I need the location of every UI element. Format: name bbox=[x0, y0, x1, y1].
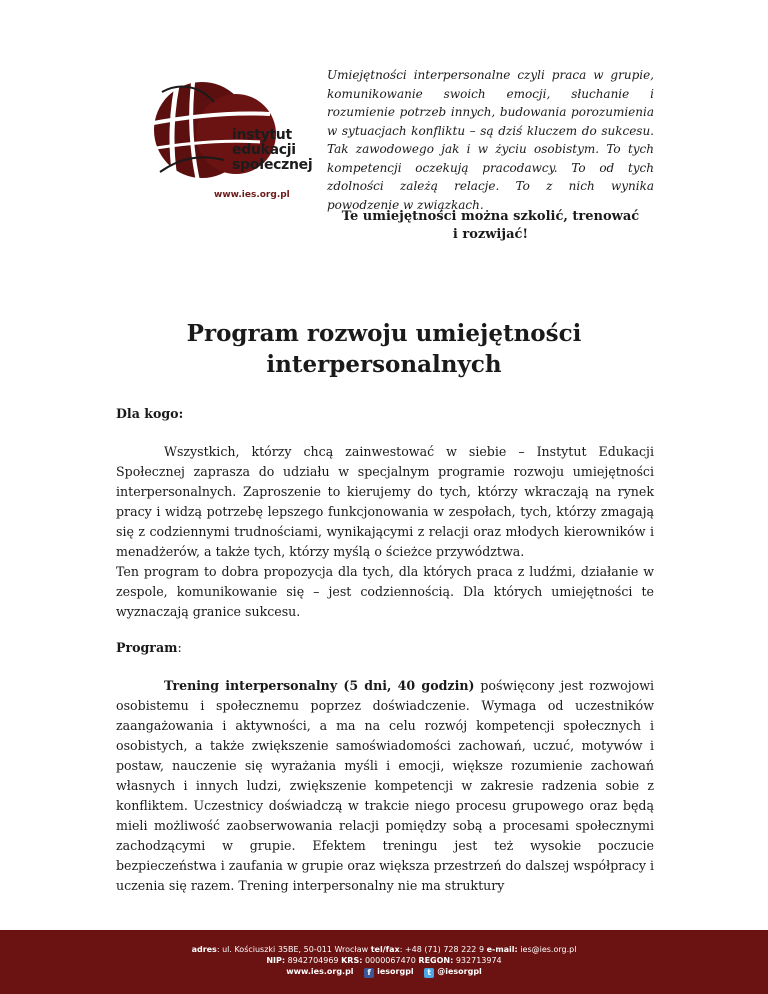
title-line-2: interpersonalnych bbox=[266, 351, 502, 378]
logo-line-1: instytut bbox=[232, 127, 292, 143]
intro-highlight-line-1: Te umiejętności można szkolić, trenować bbox=[341, 209, 640, 224]
krs-value: 0000067470 bbox=[362, 956, 416, 965]
logo-line-3: społecznej bbox=[232, 157, 313, 173]
section-program-label bbox=[116, 638, 654, 658]
krs-label: KRS: bbox=[341, 956, 363, 965]
training-description: poświęcony jest rozwojowi osobistemu i społecznemu poprzez doświadczenie. Wymaga od uczestników zaangażowania i aktywności, a ma na celu rozwój kompetencji społecznych i osobistych, a także zwiększenie samoświadomości zachowań, uczuć, motywów i postaw, nauczenie się wyrażania myśli i emocji, większe rozumienie zachowań własnych i innych ludzi, zwiększenie kompetencji w zakresie radzenia sobie z konfliktem. Uczestnicy doświadczą w trakcie niego procesu grupowego oraz będą mieli możliwość zaobserwowania relacji pomiędzy sobą a procesami społecznymi zachodzącymi w grupie. Efektem treningu jest też wysokie poczucie bezpieczeństwa i zaufania w grupie oraz większa przestrzeń do dalszej współpracy i uczenia się razem. Trening interpersonalny nie ma struktury bbox=[116, 678, 655, 893]
section-who-paragraph-1: Wszystkich, którzy chcą zainwestować w siebie – Instytut Edukacji Społecznej zaprasza do udziału w specjalnym programie rozwoju umiejętności interpersonalnych. Zaproszenie to kierujemy do tych, którzy wkraczają na rynek pracy i widzą potrzebę lepszego funkcjonowania w zespołach, tych, którzy zmagają się z codziennymi trudnościami, wynikającymi z relacji oraz młodych kierowników i menadżerów, a także tych, którzy myślą o ścieżce przywództwa. bbox=[116, 444, 654, 559]
section-who-paragraph-2: Ten program to dobra propozycja dla tych, dla których praca z ludźmi, działanie w zespole, komunikowanie się – jest codziennością. Dla których umiejętności te wyznaczają granice sukcesu. bbox=[116, 564, 654, 619]
intro-highlight bbox=[327, 208, 654, 244]
twitter-link[interactable]: @iesorgpl bbox=[437, 967, 482, 976]
email-label: e-mail: bbox=[486, 945, 518, 954]
address-label: adres bbox=[191, 945, 217, 954]
twitter-icon: t bbox=[424, 968, 434, 978]
intro-text: Umiejętności interpersonalne czyli praca w grupie, komunikowanie swoich emocji, słuchanie i rozumienie potrzeb innych, budowania porozumienia w sytuacjach konfliktu – są dziś kluczem do sukcesu. Tak zawodowego jak i w życiu osobistym. To tych kompetencji oczekują pracodawcy. To od tych zdolności zależą relacje. To z nich wynika powodzenie w związkach. bbox=[327, 68, 654, 212]
facebook-link[interactable]: iesorgpl bbox=[377, 967, 414, 976]
nip-label: NIP: bbox=[266, 956, 286, 965]
tel-value: : +48 (71) 728 222 9 bbox=[399, 945, 485, 954]
logo-text bbox=[232, 128, 312, 173]
title-line-1: Program rozwoju umiejętności bbox=[186, 320, 582, 347]
regon-label: REGON: bbox=[418, 956, 454, 965]
logo-url[interactable]: www.ies.org.pl bbox=[214, 190, 290, 200]
tel-label: tel/fax bbox=[370, 945, 400, 954]
nip-value: 8942704969 bbox=[285, 956, 339, 965]
program-label-colon: : bbox=[177, 640, 182, 655]
logo-line-2: edukacji bbox=[232, 142, 296, 158]
footer-registry-line bbox=[0, 955, 768, 966]
document-body bbox=[116, 404, 654, 896]
footer-links-line bbox=[0, 966, 768, 978]
section-program-paragraph bbox=[116, 676, 654, 896]
program-label-text: Program bbox=[116, 640, 178, 655]
page-title bbox=[110, 318, 658, 380]
email-value[interactable]: ies@ies.org.pl bbox=[517, 945, 577, 954]
footer bbox=[0, 930, 768, 994]
website-link[interactable]: www.ies.org.pl bbox=[286, 967, 354, 976]
footer-address-line bbox=[0, 944, 768, 955]
section-who-label: Dla kogo: bbox=[116, 406, 184, 421]
address-value: : ul. Kościuszki 35BE, 50-011 Wrocław bbox=[216, 945, 369, 954]
regon-value: 932713974 bbox=[453, 956, 502, 965]
intro-highlight-line-2: i rozwijać! bbox=[452, 227, 529, 242]
facebook-icon: f bbox=[364, 968, 374, 978]
training-title: Trening interpersonalny (5 dni, 40 godzin) bbox=[164, 678, 475, 693]
